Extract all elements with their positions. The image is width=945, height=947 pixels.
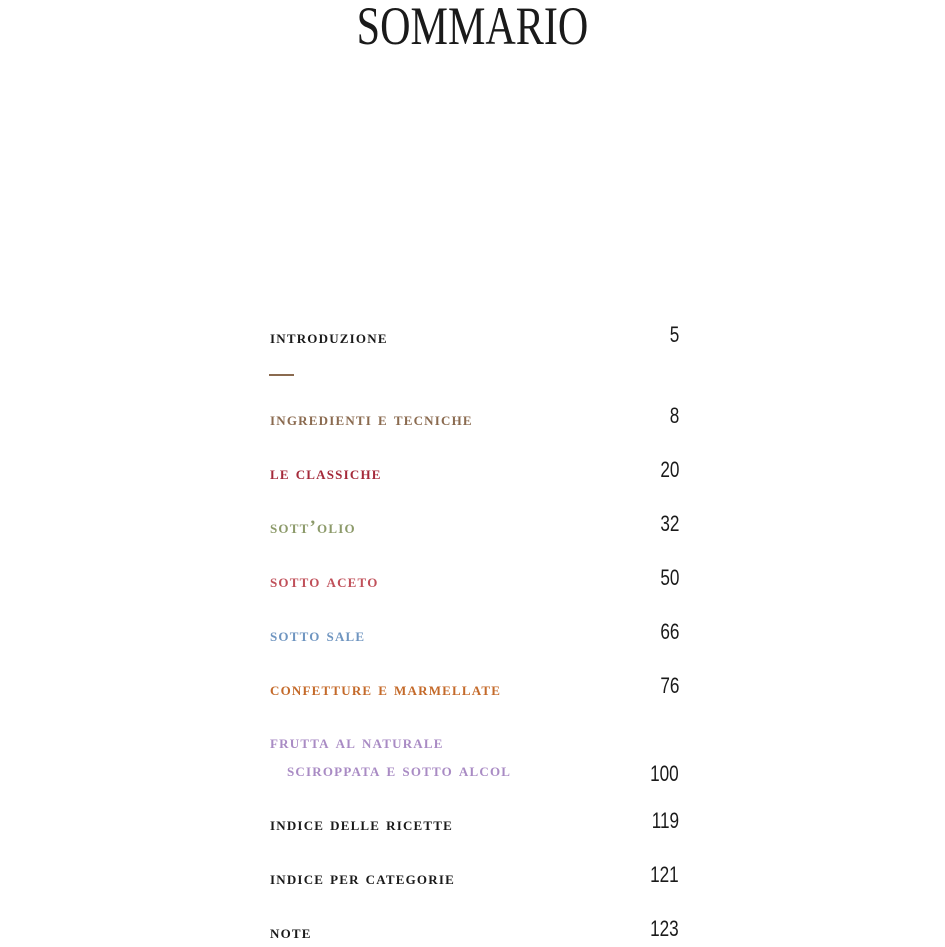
- toc-entry-sotto-aceto[interactable]: [270, 568, 379, 596]
- toc-entry-label: indice per categorie: [270, 868, 455, 889]
- toc-page-number: 121: [650, 862, 679, 887]
- toc-entry-indice-per-categorie[interactable]: [270, 865, 455, 893]
- page-title: SOMMARIO: [356, 0, 589, 56]
- toc-entry-label: indice delle ricette: [270, 814, 454, 835]
- toc-entry-label: note: [270, 922, 312, 943]
- toc-entry-label: frutta al naturale: [270, 732, 444, 753]
- toc-entry-sotto-sale[interactable]: [270, 622, 365, 650]
- toc-page-number: 50: [659, 565, 679, 590]
- toc-page-number: 8: [669, 403, 679, 428]
- toc-entry-frutta-al-naturale[interactable]: [270, 729, 511, 785]
- toc-page-number: 66: [659, 619, 679, 644]
- toc-entry-label: sotto aceto: [270, 571, 379, 592]
- toc-entry-sottolio[interactable]: [270, 514, 356, 542]
- toc-entry-label: le classiche: [270, 463, 382, 484]
- toc-entry-confetture-e-marmellate[interactable]: [270, 676, 501, 704]
- toc-page-number: 76: [659, 673, 679, 698]
- toc-entry-label: confetture e marmellate: [270, 679, 502, 700]
- toc-entry-le-classiche[interactable]: [270, 460, 382, 488]
- toc-entry-label: sott’olio: [270, 517, 356, 538]
- toc-entry-introduzione[interactable]: [270, 324, 388, 352]
- toc-page-number: 119: [651, 808, 679, 833]
- toc-page-number: 5: [669, 322, 679, 347]
- toc-page-number: 20: [659, 457, 679, 482]
- toc-page-number: 100: [650, 761, 679, 786]
- toc-entry-label: ingredienti e tecniche: [270, 409, 473, 430]
- toc-entry-label-continued: sciroppata e sotto alcol: [287, 760, 512, 781]
- section-divider: [269, 374, 294, 376]
- toc-entry-label: introduzione: [270, 327, 388, 348]
- toc-entry-indice-delle-ricette[interactable]: [270, 811, 453, 839]
- toc-entry-note[interactable]: [270, 919, 312, 947]
- toc-entry-ingredienti-e-tecniche[interactable]: [270, 406, 473, 434]
- toc-page-number: 123: [650, 916, 679, 941]
- toc-page-number: 32: [659, 511, 679, 536]
- toc-entry-label: sotto sale: [270, 625, 366, 646]
